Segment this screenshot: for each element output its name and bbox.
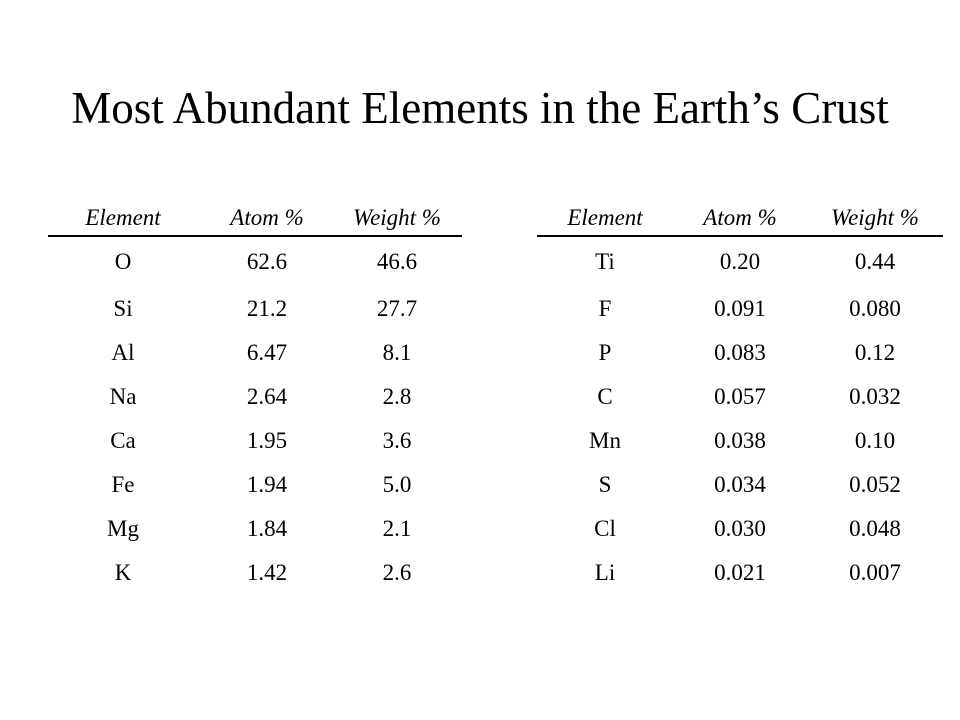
atom-percent-cell: 2.64 (246, 384, 288, 409)
atom-percent-cell: 0.034 (714, 472, 766, 497)
element-cell: O (114, 249, 132, 274)
element-cell: Si (113, 296, 133, 321)
table-row (48, 331, 462, 375)
atom-percent-cell: 0.091 (714, 296, 766, 321)
weight-percent-cell: 46.6 (376, 249, 418, 274)
atom-percent-cell: 0.038 (714, 428, 766, 453)
table-row (537, 507, 943, 551)
atom-percent-cell: 1.42 (246, 560, 288, 585)
element-cell: Cl (594, 516, 616, 541)
atom-percent-cell: 0.057 (714, 384, 766, 409)
element-cell: P (598, 340, 612, 365)
element-cell: Ti (595, 249, 615, 274)
atom-percent-cell: 0.083 (714, 340, 766, 365)
weight-percent-cell: 2.6 (382, 560, 412, 585)
table-row (537, 331, 943, 375)
element-cell: S (598, 472, 612, 497)
element-cell: Mn (589, 428, 621, 453)
element-cell: C (597, 384, 613, 409)
table-row (48, 551, 462, 595)
page-title: Most Abundant Elements in the Earth’s Crust (71, 83, 889, 133)
weight-percent-cell: 0.10 (854, 428, 896, 453)
weight-percent-cell: 2.1 (382, 516, 412, 541)
atom-percent-cell: 1.94 (246, 472, 288, 497)
element-cell: Mg (107, 516, 139, 541)
table-header-row (537, 200, 943, 236)
weight-percent-cell: 0.44 (854, 249, 896, 274)
column-header-atom-percent: Atom % (198, 200, 332, 236)
table-row (48, 419, 462, 463)
table-row (537, 375, 943, 419)
table-row (537, 236, 943, 287)
weight-percent-cell: 8.1 (382, 340, 412, 365)
elements-table-minor (537, 200, 943, 595)
weight-percent-cell: 0.007 (849, 560, 901, 585)
column-header-element: Element (48, 200, 198, 236)
table-row (537, 551, 943, 595)
table-header-row (48, 200, 462, 236)
weight-percent-cell: 0.080 (849, 296, 901, 321)
atom-percent-cell: 21.2 (246, 296, 288, 321)
weight-percent-cell: 3.6 (382, 428, 412, 453)
column-header-weight-percent: Weight % (332, 200, 462, 236)
element-cell: Ca (110, 428, 136, 453)
atom-percent-cell: 1.84 (246, 516, 288, 541)
table-row (48, 236, 462, 287)
weight-percent-cell: 5.0 (382, 472, 412, 497)
element-cell: K (114, 560, 132, 585)
element-cell: F (598, 296, 612, 321)
elements-table-major (48, 200, 462, 595)
table-row (48, 287, 462, 331)
column-header-atom-percent: Atom % (673, 200, 807, 236)
table-row (48, 507, 462, 551)
element-cell: Al (111, 340, 135, 365)
column-header-weight-percent: Weight % (807, 200, 943, 236)
table-row (48, 463, 462, 507)
weight-percent-cell: 27.7 (376, 296, 418, 321)
column-header-element: Element (537, 200, 673, 236)
table-row (48, 375, 462, 419)
weight-percent-cell: 0.052 (849, 472, 901, 497)
weight-percent-cell: 0.12 (854, 340, 896, 365)
element-cell: Na (109, 384, 137, 409)
atom-percent-cell: 0.021 (714, 560, 766, 585)
atom-percent-cell: 62.6 (246, 249, 288, 274)
atom-percent-cell: 6.47 (246, 340, 288, 365)
table-row (537, 419, 943, 463)
atom-percent-cell: 1.95 (246, 428, 288, 453)
element-cell: Li (594, 560, 616, 585)
element-cell: Fe (111, 472, 135, 497)
table-row (537, 287, 943, 331)
table-row (537, 463, 943, 507)
weight-percent-cell: 2.8 (382, 384, 412, 409)
weight-percent-cell: 0.048 (849, 516, 901, 541)
atom-percent-cell: 0.20 (719, 249, 761, 274)
weight-percent-cell: 0.032 (849, 384, 901, 409)
atom-percent-cell: 0.030 (714, 516, 766, 541)
